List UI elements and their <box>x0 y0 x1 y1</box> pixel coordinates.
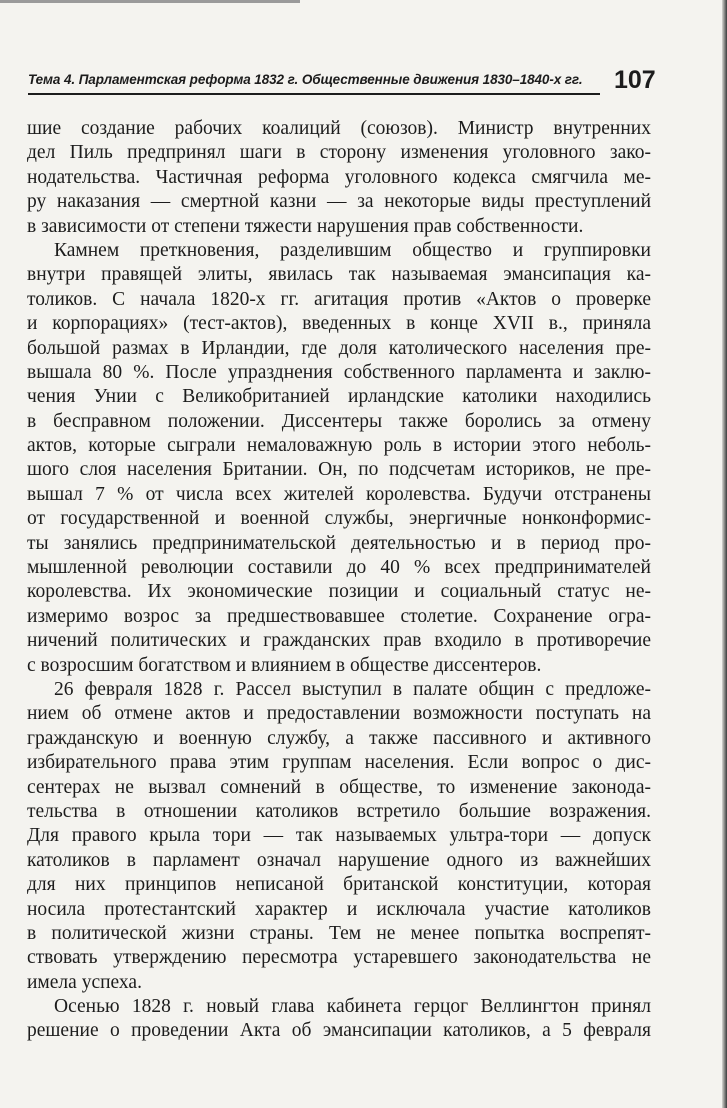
text-line: для них принципов неписаной британской конституции, которая <box>27 874 651 896</box>
text-line: сентерах не вызвал сомнений в обществе, то изменение законода- <box>27 776 651 798</box>
text-line: ру наказания — смертной казни — за некоторые виды преступлений <box>27 191 651 213</box>
text-line: тельства в отношении католиков встретило большие возражения. <box>27 800 651 822</box>
text-line: нодательства. Частичная реформа уголовного кодекса смягчила ме- <box>27 166 651 188</box>
text-line: гражданскую и военную службу, а также пассивного и активного <box>27 727 651 749</box>
text-line: измеримо возрос за предшествовавшее столетие. Сохранение огра- <box>27 605 651 627</box>
running-title: Тема 4. Парламентская реформа 1832 г. Общественные движения 1830–1840-х гг. <box>28 72 583 87</box>
text-line: Для правого крыла тори — так называемых ультра-тори — допуск <box>27 825 651 847</box>
text-line: ты занялись предпринимательской деятельностью и в период про- <box>27 532 651 554</box>
body-text <box>27 117 651 1044</box>
text-line: ствовать утверждению пересмотра устаревшего законодательства не <box>27 947 651 969</box>
text-line: Осенью 1828 г. новый глава кабинета герцог Веллингтон принял <box>54 996 651 1018</box>
text-line: носила протестантский характер и исключала участие католиков <box>27 898 651 920</box>
text-line: в зависимости от степени тяжести нарушения прав собственности. <box>27 215 584 237</box>
text-line: Камнем преткновения, разделившим общество и группировки <box>54 239 651 261</box>
page-header <box>28 68 668 100</box>
text-line: католиков в парламент означал нарушение одного из важнейших <box>27 849 651 871</box>
page-number: 107 <box>614 66 656 94</box>
text-line: шие создание рабочих коалиций (союзов). Министр внутренних <box>27 118 651 139</box>
text-line: решение о проведении Акта об эмансипации католиков, а 5 февраля <box>27 1020 651 1042</box>
text-line: мышленной революции составили до 40 % всех предпринимателей <box>27 557 651 579</box>
text-line: избирательного права этим группам населения. Если вопрос о дис- <box>27 752 651 774</box>
text-line: в бесправном положении. Диссентеры также боролись за отмену <box>27 410 651 432</box>
text-line: королевства. Их экономические позиции и социальный статус не- <box>27 581 651 603</box>
text-line: нием об отмене актов и предоставлении возможности поступать на <box>27 703 651 725</box>
text-line: дел Пиль предпринял шаги в сторону изменения уголовного зако- <box>27 142 651 164</box>
text-line: актов, которые сыграли немаловажную роль в истории этого неболь- <box>27 435 651 457</box>
text-line: чения Унии с Великобританией ирландские католики находились <box>27 386 651 408</box>
text-line: с возросшим богатством и влиянием в обществе диссентеров. <box>27 654 542 676</box>
text-line: и корпорациях» (тест-актов), введенных в конце XVII в., приняла <box>27 313 651 335</box>
scan-edge-right <box>722 0 727 1108</box>
text-line: шого слоя населения Британии. Он, по подсчетам историков, не пре- <box>27 459 651 481</box>
scan-edge-top <box>0 0 300 3</box>
text-line: 26 февраля 1828 г. Рассел выступил в палате общин с предложе- <box>54 678 651 700</box>
text-line: в политической жизни страны. Тем не менее попытка воспрепят- <box>27 922 651 944</box>
text-line: внутри правящей элиты, явилась так называемая эмансипация ка- <box>27 264 651 286</box>
text-line: ничений политических и гражданских прав входило в противоречие <box>27 630 651 652</box>
text-line: имела успеха. <box>27 971 142 993</box>
text-line: вышала 80 %. После упразднения собственного парламента и заклю- <box>27 361 651 383</box>
text-line: толиков. С начала 1820-х гг. агитация против «Актов о проверке <box>27 288 651 310</box>
header-rule <box>28 93 600 95</box>
text-line: от государственной и военной службы, энергичные нонконформис- <box>27 508 651 530</box>
text-line: вышал 7 % от числа всех жителей королевства. Будучи отстранены <box>27 483 651 505</box>
text-line: большой размах в Ирландии, где доля католического населения пре- <box>27 337 651 359</box>
